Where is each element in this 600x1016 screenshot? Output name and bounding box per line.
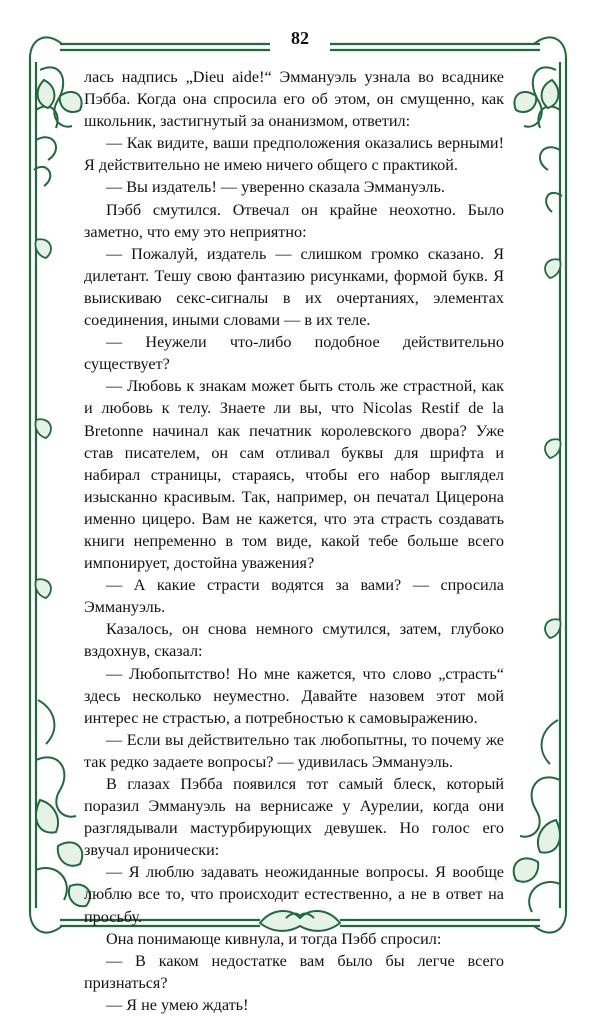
paragraph: Казалось, он снова немного смутился, затем, глубоко вздохнув, сказал: [84, 620, 504, 661]
paragraph: Она понимающе кивнула, и тогда Пэбб спросил: [106, 929, 442, 948]
paragraph: — Я люблю задавать неожиданные вопросы. Я вообще люблю все то, что происходит естественно, а не в ответ на просьбу. [84, 863, 504, 926]
paragraph: — Неужели что-либо подобное действительно существует? [84, 333, 504, 374]
paragraph: — Пожалуй, издатель — слишком громко сказано. Я дилетант. Тешу свою фантазию рисунками, формой букв. Я выискиваю секс-сигналы в их очертаниях, элементах соединения, иными словами — в их теле. [84, 244, 504, 330]
paragraph: Пэбб смутился. Отвечал он крайне неохотно. Было заметно, что ему это неприятно: [84, 200, 504, 241]
paragraph: — Любовь к знакам может быть столь же страстной, как и любовь к телу. Знаете ли вы, что Nicolas Restif de la Bretonne начинал как печатник королевского двора? Уже став писателем, он сам отливал буквы для шрифта и набирал страницы, стараясь, чтобы его набор выглядел изысканно красивым. Так, например, он печатал Цицерона именно цицеро. Вам не кажется, что эта страсть создавать книги непременно в том виде, какой тебе больше всего импонирует, достойна уважения? [84, 377, 504, 573]
paragraph: В глазах Пэбба появился тот самый блеск, который поразил Эммануэль на вернисаже у Аурелии, когда они разглядывали мастурбирующих девушек. Но голос его звучал иронически: [84, 775, 504, 860]
paragraph: — Я не умею ждать! [106, 995, 249, 1014]
paragraph: — Любопытство! Но мне кажется, что слово „страсть“ здесь несколько неуместно. Давайте назовем этот мой интерес не страстью, а потребностью к самовыражению. [84, 664, 504, 727]
art-nouveau-corner-ornament [514, 720, 566, 933]
page-number: 82 [291, 28, 309, 48]
paragraph: — Если вы действительно так любопытны, то почему же так редко задаете вопросы? — удивилась Эммануэль. [84, 730, 504, 771]
art-nouveau-corner-ornament [30, 700, 90, 933]
art-nouveau-corner-ornament [514, 37, 566, 212]
paragraph: — В каком недостатке вам было бы легче всего признаться? [84, 951, 504, 992]
paragraph: — Как видите, ваши предположения оказались верными! Я действительно не имею ничего общего с практикой. [84, 134, 504, 175]
art-nouveau-corner-ornament [30, 37, 82, 186]
vine-border-ornament [545, 259, 560, 638]
paragraph: — А какие страсти водятся за вами? — спросила Эммануэль. [84, 576, 504, 617]
paragraph: лась надпись „Dieu aide!“ Эммануэль узнала во всаднике Пэбба. Когда она спросила его об этом, он смущенно, как школьник, застигнутый за онанизмом, ответил: [84, 68, 504, 131]
body-text [84, 66, 504, 1016]
paragraph: — Вы издатель! — уверенно сказала Эммануэль. [106, 178, 445, 197]
vine-border-ornament [35, 239, 50, 598]
